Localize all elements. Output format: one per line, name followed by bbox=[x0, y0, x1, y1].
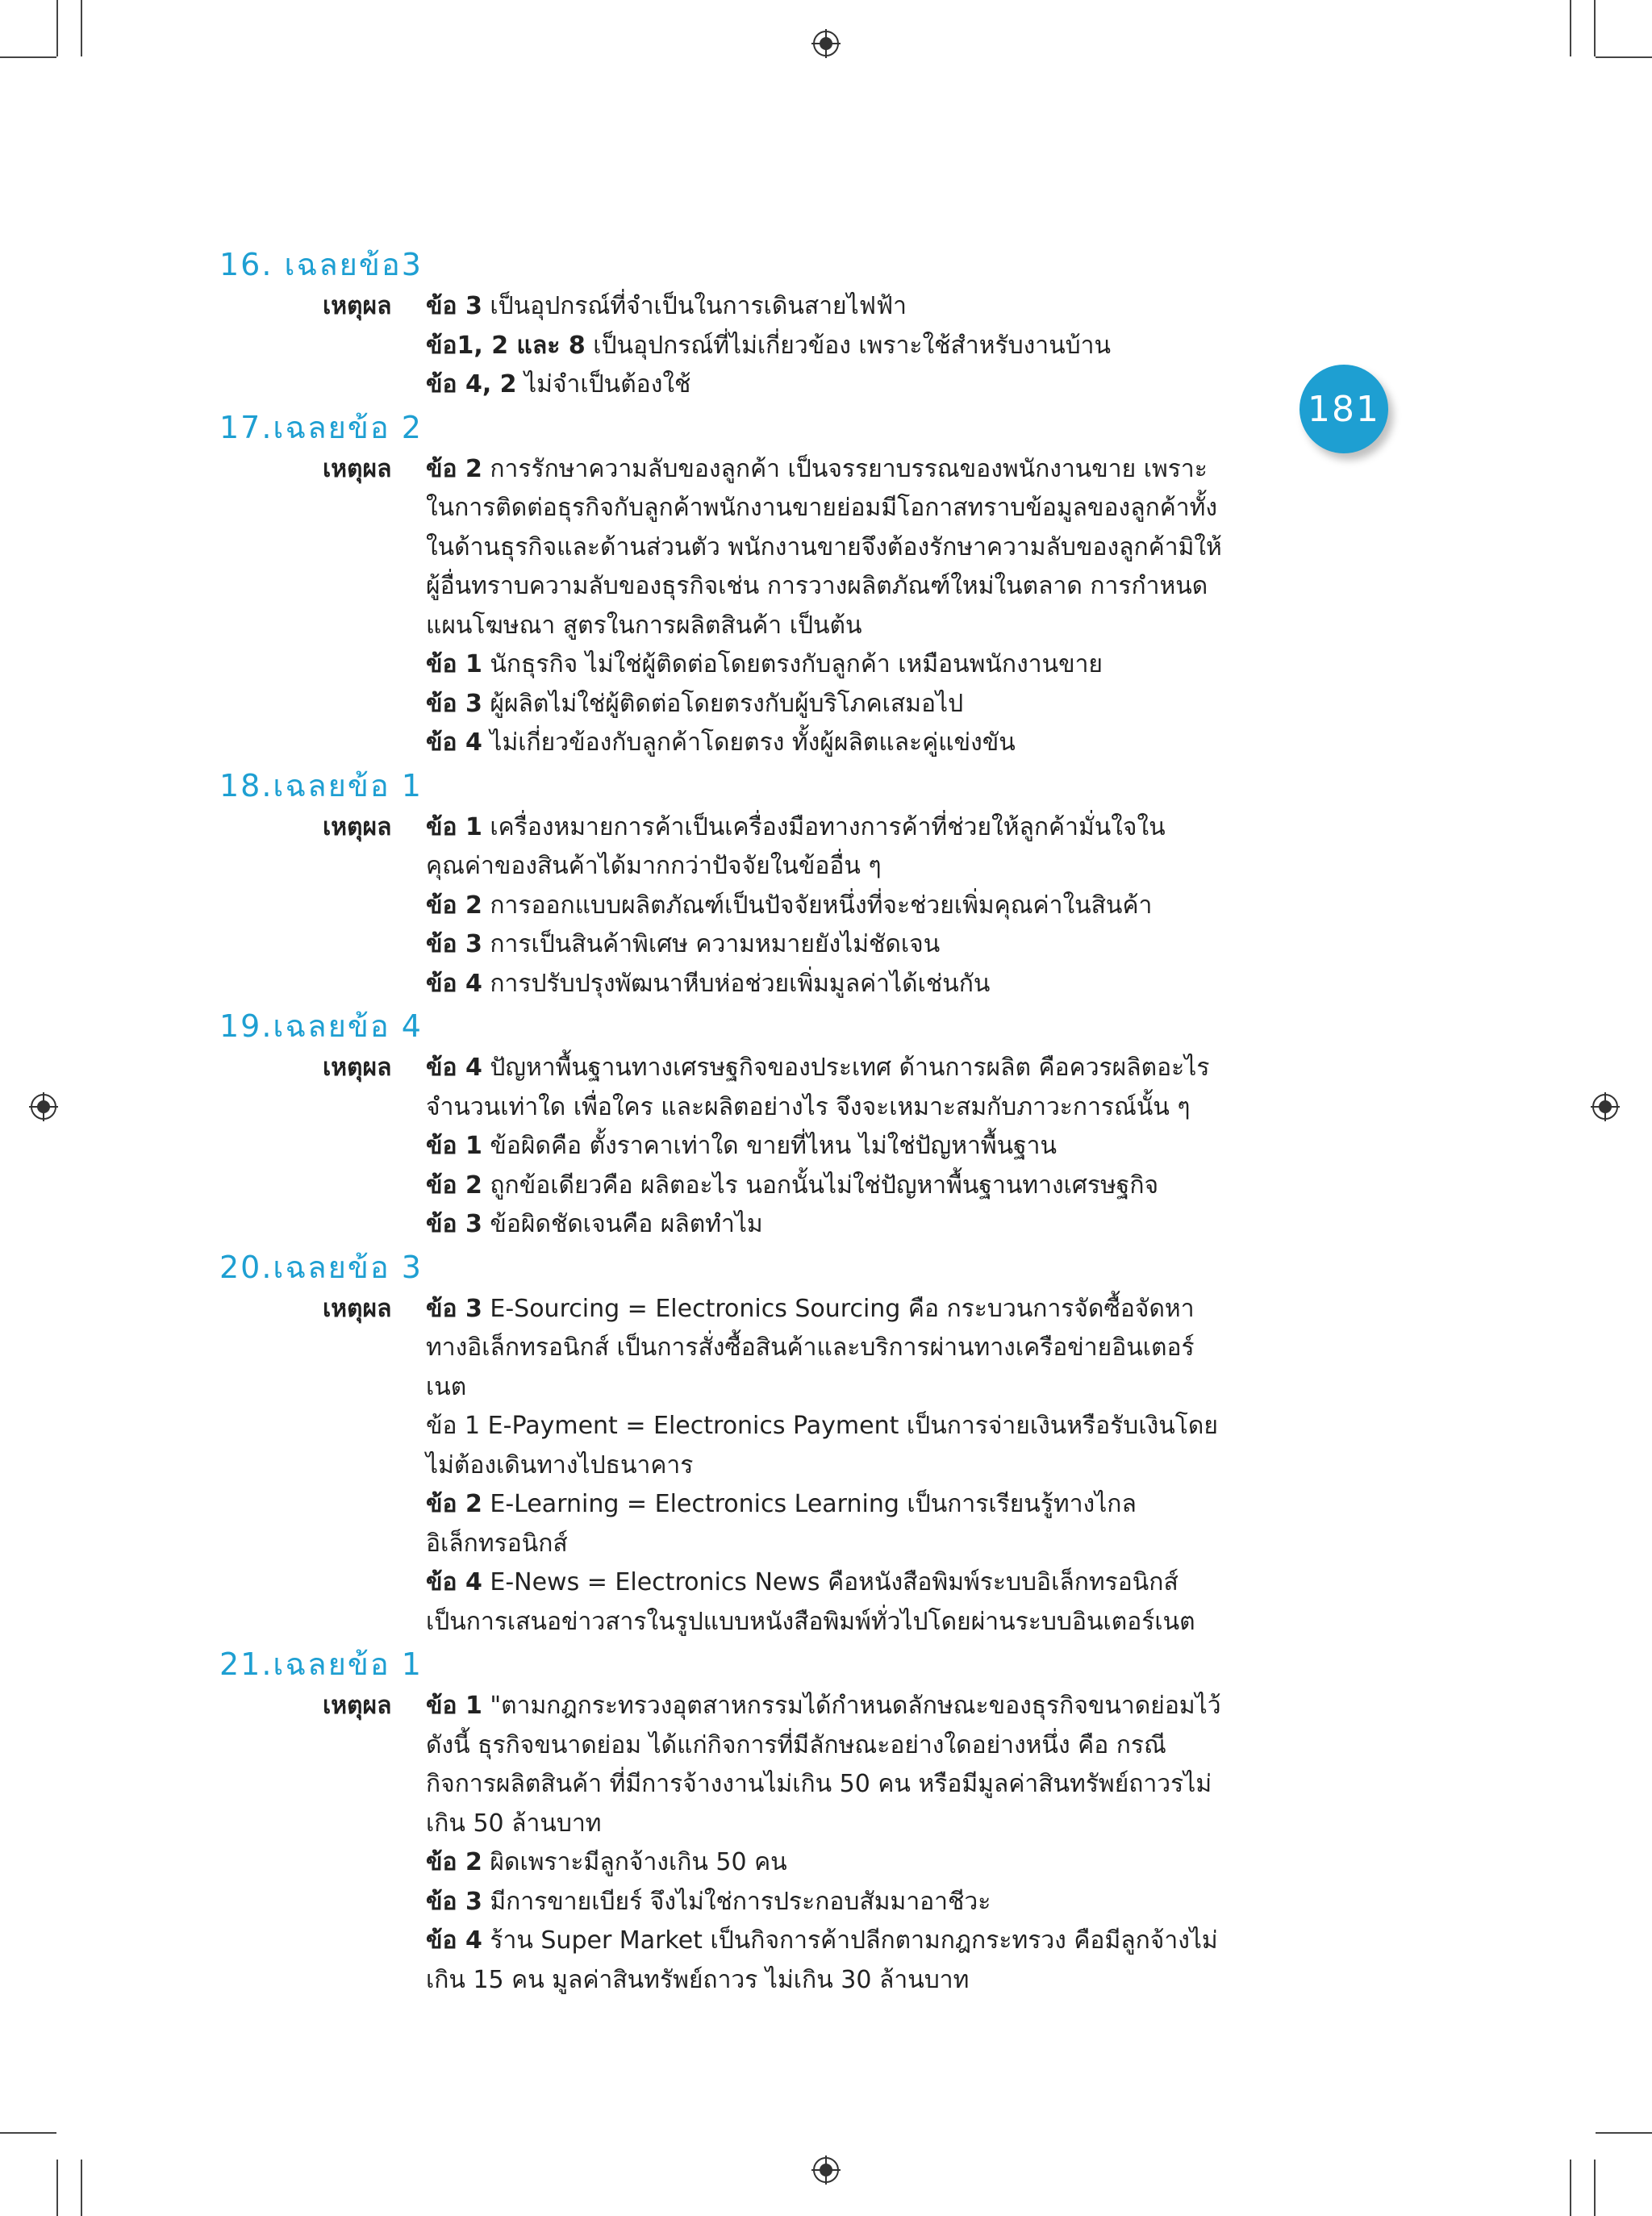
reason-paragraph bbox=[426, 327, 1233, 366]
choice-label: ข้อ 3 bbox=[426, 1294, 482, 1323]
crop-mark bbox=[0, 56, 56, 58]
choice-label: ข้อ 1 bbox=[426, 812, 482, 841]
reason-block bbox=[218, 1049, 1266, 1245]
choice-label: ข้อ 4, 2 bbox=[426, 370, 517, 399]
reason-block bbox=[218, 1687, 1266, 2000]
reason-paragraph bbox=[426, 1843, 1233, 1883]
choice-explanation: ผู้ผลิตไม่ใช่ผู้ติดต่อโดยตรงกับผู้บริโภคเสมอไป bbox=[482, 689, 964, 718]
reason-paragraph bbox=[426, 1127, 1233, 1166]
choice-explanation: การออกแบบผลิตภัณฑ์เป็นปัจจัยหนึ่งที่จะช่วยเพิ่มคุณค่าในสินค้า bbox=[482, 891, 1153, 920]
registration-mark-icon bbox=[811, 29, 841, 58]
choice-label: ข้อ 2 bbox=[426, 891, 482, 920]
choice-explanation: ข้อผิดคือ ตั้งราคาเท่าใด ขายที่ไหน ไม่ใช่ปัญหาพื้นฐาน bbox=[482, 1132, 1058, 1160]
choice-label: ข้อ 3 bbox=[426, 292, 482, 320]
reason-paragraph bbox=[426, 685, 1233, 724]
choice-explanation: เครื่องหมายการค้าเป็นเครื่องมือทางการค้าที่ช่วยให้ลูกค้ามั่นใจในคุณค่าของสินค้าได้มากกว่าปัจจัยในข้ออื่น ๆ bbox=[426, 812, 1166, 880]
crop-mark bbox=[56, 2160, 58, 2216]
reason-paragraph bbox=[426, 1687, 1233, 1843]
crop-mark bbox=[56, 0, 58, 56]
choice-explanation: การปรับปรุงพัฒนาหีบห่อช่วยเพิ่มมูลค่าได้เช่นกัน bbox=[482, 969, 991, 998]
answer-heading: 17.เฉลยข้อ 2 bbox=[219, 409, 423, 445]
choice-explanation: ร้าน Super Market เป็นกิจการค้าปลีกตามกฎกระทรวง คือมีลูกจ้างไม่เกิน 15 คน มูลค่าสินทรัพย์ถาวร ไม่เกิน 30 ล้านบาท bbox=[426, 1926, 1218, 1994]
choice-label: ข้อ 1 bbox=[426, 650, 482, 678]
reason-paragraph bbox=[426, 1166, 1233, 1206]
choice-explanation: ไม่เกี่ยวข้องกับลูกค้าโดยตรง ทั้งผู้ผลิตและคู่แข่งขัน bbox=[482, 728, 1016, 757]
reason-paragraph bbox=[426, 887, 1233, 926]
choice-label: ข้อ 2 bbox=[426, 1848, 482, 1876]
choice-explanation: มีการขายเบียร์ จึงไม่ใช่การประกอบสัมมาอาชีวะ bbox=[482, 1887, 991, 1916]
reason-paragraph bbox=[426, 1922, 1233, 2000]
choice-explanation: ไม่จำเป็นต้องใช้ bbox=[516, 370, 691, 399]
reason-body bbox=[426, 1687, 1233, 2000]
choice-explanation: E-Learning = Electronics Learning เป็นการเรียนรู้ทางไกลอิเล็กทรอนิกส์ bbox=[426, 1490, 1137, 1558]
choice-label: ข้อ 2 bbox=[426, 454, 482, 483]
reason-paragraph bbox=[426, 450, 1233, 646]
reason-label: เหตุผล bbox=[323, 812, 392, 841]
choice-explanation: เป็นอุปกรณ์ที่จำเป็นในการเดินสายไฟฟ้า bbox=[482, 292, 907, 320]
reason-paragraph bbox=[426, 1205, 1233, 1245]
reason-paragraph bbox=[426, 1049, 1233, 1127]
choice-label: ข้อ 1 bbox=[426, 1132, 482, 1160]
reason-body bbox=[426, 287, 1233, 405]
registration-mark-icon bbox=[29, 1092, 58, 1121]
page-number-badge: 181 bbox=[1299, 365, 1388, 453]
choice-label: ข้อ 4 bbox=[426, 1054, 482, 1082]
crop-mark bbox=[1596, 56, 1652, 58]
reason-paragraph bbox=[426, 724, 1233, 763]
reason-label: เหตุผล bbox=[323, 1692, 392, 1720]
answer-heading: 16. เฉลยข้อ3 bbox=[219, 247, 423, 282]
crop-mark bbox=[1570, 2160, 1571, 2216]
choice-explanation: ปัญหาพื้นฐานทางเศรษฐกิจของประเทศ ด้านการผลิต คือควรผลิตอะไร จำนวนเท่าใด เพื่อใคร และผลิตอย่างไร จึงจะเหมาะสมกับภาวะการณ์นั้น ๆ bbox=[426, 1054, 1210, 1121]
choice-explanation: นักธุรกิจ ไม่ใช่ผู้ติดต่อโดยตรงกับลูกค้า เหมือนพนักงานขาย bbox=[482, 650, 1103, 678]
choice-explanation: ข้อผิดชัดเจนคือ ผลิตทำไม bbox=[482, 1210, 763, 1238]
answer-heading: 18.เฉลยข้อ 1 bbox=[219, 767, 423, 803]
choice-label: ข้อ 4 bbox=[426, 1926, 482, 1955]
crop-mark bbox=[1596, 2132, 1652, 2134]
choice-label: ข้อ1, 2 และ 8 bbox=[426, 331, 586, 360]
reason-paragraph bbox=[426, 365, 1233, 405]
reason-paragraph bbox=[426, 1407, 1233, 1485]
crop-mark bbox=[0, 2132, 56, 2134]
reason-block bbox=[218, 287, 1266, 405]
crop-mark bbox=[1570, 0, 1571, 56]
choice-explanation: เป็นอุปกรณ์ที่ไม่เกี่ยวข้อง เพราะใช้สำหรับงานบ้าน bbox=[585, 331, 1112, 360]
choice-label: ข้อ 4 bbox=[426, 969, 482, 998]
crop-mark bbox=[81, 0, 82, 56]
crop-mark bbox=[81, 2160, 82, 2216]
choice-label: ข้อ 4 bbox=[426, 1568, 482, 1596]
choice-explanation: ผิดเพราะมีลูกจ้างเกิน 50 คน bbox=[482, 1848, 787, 1876]
answer-heading: 19.เฉลยข้อ 4 bbox=[219, 1008, 423, 1044]
answer-heading: 21.เฉลยข้อ 1 bbox=[219, 1646, 423, 1682]
reason-label: เหตุผล bbox=[323, 1294, 392, 1323]
reason-paragraph bbox=[426, 1563, 1233, 1642]
answer-heading: 20.เฉลยข้อ 3 bbox=[219, 1249, 423, 1285]
reason-paragraph bbox=[426, 1485, 1233, 1563]
reason-block bbox=[218, 450, 1266, 763]
choice-explanation: การเป็นสินค้าพิเศษ ความหมายยังไม่ชัดเจน bbox=[482, 930, 941, 958]
choice-explanation: E-News = Electronics News คือหนังสือพิมพ์ระบบอิเล็กทรอนิกส์ เป็นการเสนอข่าวสารในรูปแบบหนังสือพิมพ์ทั่วไปโดยผ่านระบบอินเตอร์เนต bbox=[426, 1568, 1195, 1636]
crop-mark bbox=[1594, 2160, 1596, 2216]
reason-paragraph bbox=[426, 1290, 1233, 1408]
choice-label: ข้อ 2 bbox=[426, 1171, 482, 1200]
reason-label: เหตุผล bbox=[323, 1054, 392, 1082]
choice-explanation: "ตามกฎกระทรวงอุตสาหกรรมได้กำหนดลักษณะของธุรกิจขนาดย่อมไว้ดังนี้ ธุรกิจขนาดย่อม ได้แก่กิจการที่มีลักษณะอย่างใดอย่างหนึ่ง คือ กรณีกิจการผลิตสินค้า ที่มีการจ้างงานไม่เกิน 50 คน หรือมีมูลค่าสินทรัพย์ถาวรไม่เกิน 50 ล้านบาท bbox=[426, 1692, 1221, 1838]
registration-mark-icon bbox=[1591, 1092, 1620, 1121]
reason-body bbox=[426, 1290, 1233, 1642]
choice-label: ข้อ 1 bbox=[426, 1692, 482, 1720]
choice-label: ข้อ 3 bbox=[426, 930, 482, 958]
reason-label: เหตุผล bbox=[323, 454, 392, 483]
choice-explanation: ถูกข้อเดียวคือ ผลิตอะไร นอกนั้นไม่ใช่ปัญหาพื้นฐานทางเศรษฐกิจ bbox=[482, 1171, 1159, 1200]
reason-paragraph bbox=[426, 808, 1233, 887]
choice-label: ข้อ 3 bbox=[426, 689, 482, 718]
choice-label: ข้อ 3 bbox=[426, 1887, 482, 1916]
reason-body bbox=[426, 808, 1233, 1004]
reason-block bbox=[218, 1290, 1266, 1642]
reason-body bbox=[426, 1049, 1233, 1245]
choice-label: ข้อ 4 bbox=[426, 728, 482, 757]
registration-mark-icon bbox=[811, 2155, 841, 2185]
choice-label: ข้อ 2 bbox=[426, 1490, 482, 1518]
choice-explanation: E-Sourcing = Electronics Sourcing คือ กระบวนการจัดซื้อจัดหาทางอิเล็กทรอนิกส์ เป็นการสั่งซื้อสินค้าและบริการผ่านทางเครือข่ายอินเตอร์เนต bbox=[426, 1294, 1195, 1401]
reason-label: เหตุผล bbox=[323, 292, 392, 320]
reason-block bbox=[218, 808, 1266, 1004]
choice-label: ข้อ 3 bbox=[426, 1210, 482, 1238]
crop-mark bbox=[1594, 0, 1596, 56]
reason-paragraph bbox=[426, 287, 1233, 327]
reason-paragraph bbox=[426, 965, 1233, 1004]
reason-paragraph bbox=[426, 645, 1233, 685]
reason-paragraph bbox=[426, 925, 1233, 965]
choice-explanation: การรักษาความลับของลูกค้า เป็นจรรยาบรรณของพนักงานขาย เพราะในการติดต่อธุรกิจกับลูกค้าพนักงานขายย่อมมีโอกาสทราบข้อมูลของลูกค้าทั้งในด้านธุรกิจและด้านส่วนตัว พนักงานขายจึงต้องรักษาความลับของลูกค้ามิให้ผู้อื่นทราบความลับของธุรกิจเช่น การวางผลิตภัณฑ์ใหม่ในตลาด การกำหนดแผนโฆษณา สูตรในการผลิตสินค้า เป็นต้น bbox=[426, 454, 1222, 640]
reason-paragraph bbox=[426, 1883, 1233, 1922]
answer-key bbox=[218, 242, 1266, 2000]
reason-body bbox=[426, 450, 1233, 763]
choice-explanation: ข้อ 1 E-Payment = Electronics Payment เป็นการจ่ายเงินหรือรับเงินโดยไม่ต้องเดินทางไปธนาคาร bbox=[426, 1412, 1218, 1479]
